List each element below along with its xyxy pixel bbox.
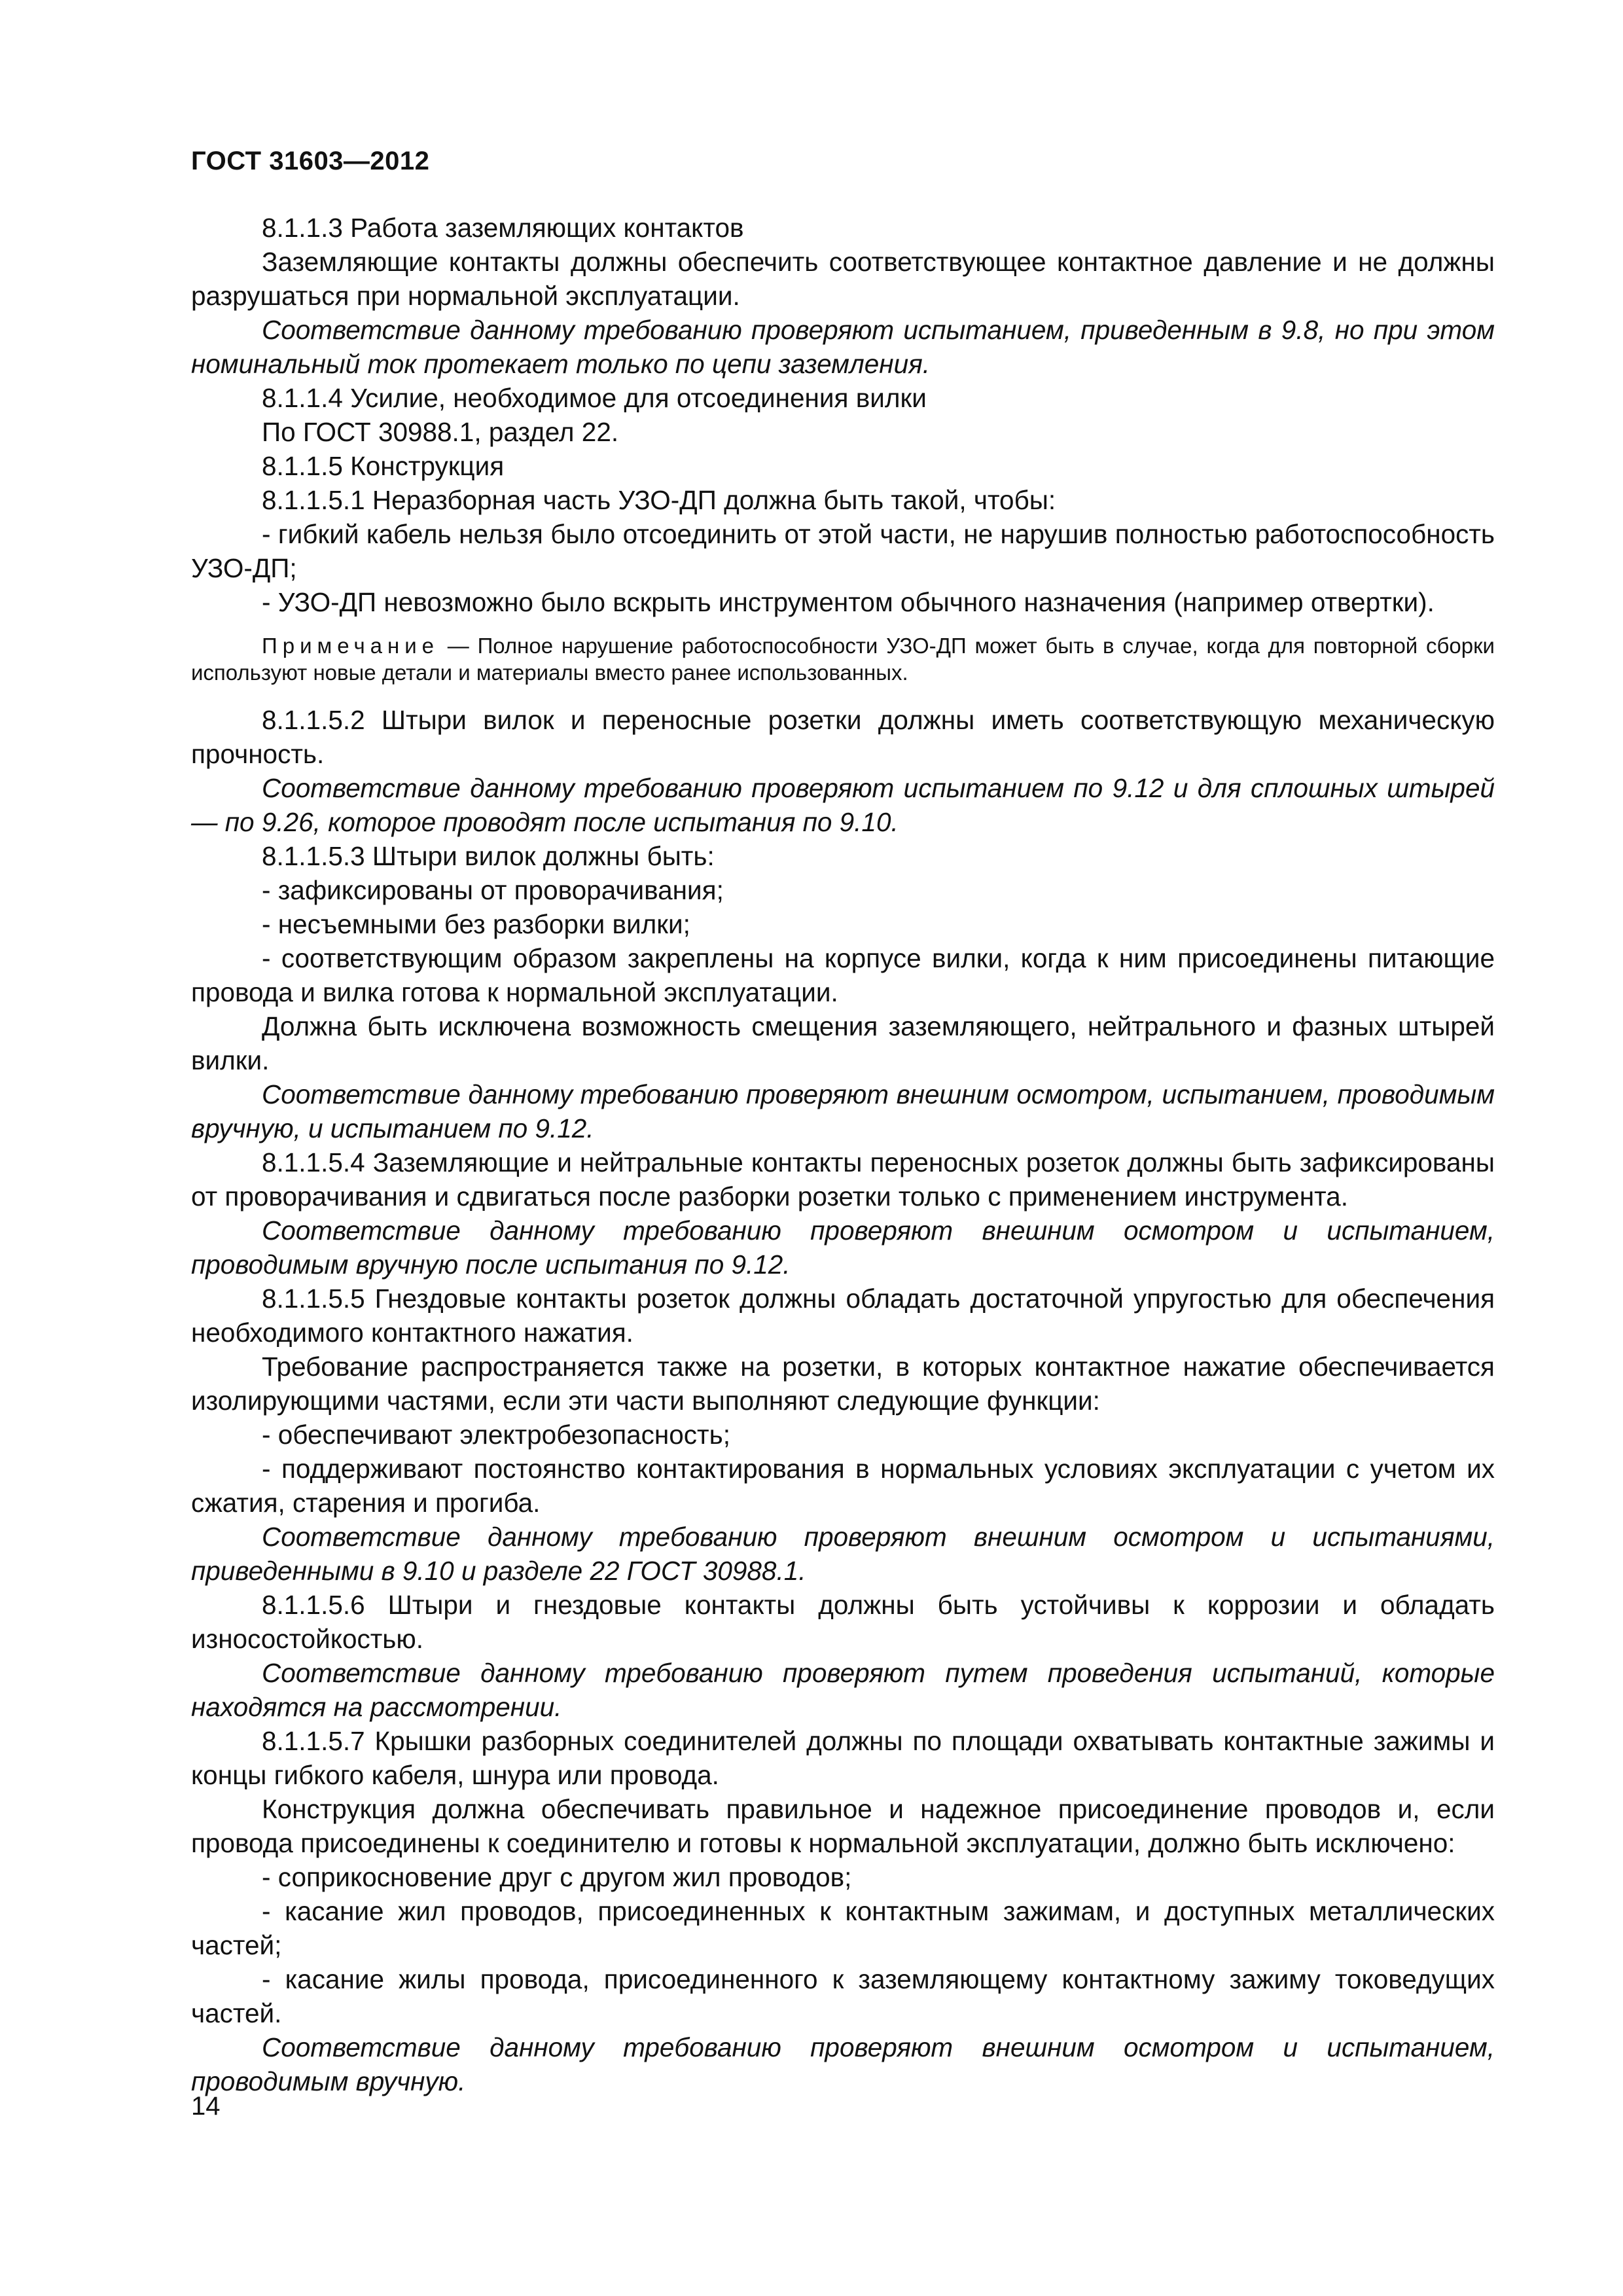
list-item: - УЗО-ДП невозможно было вскрыть инструментом обычного назначения (например отвертки). (262, 587, 1435, 617)
note (191, 632, 1495, 686)
note-text: — Полное нарушение работоспособности УЗО-ДП может быть в случае, когда для повторной сборки используют новые детали и материалы вместо ранее использованных. (191, 634, 1495, 685)
clause-8-1-1-5-6: 8.1.1.5.6 Штыри и гнездовые контакты должны быть устойчивы к коррозии и обладать износостойкостью. (191, 1590, 1495, 1654)
compliance-paragraph: Соответствие данному требованию проверяют внешним осмотром и испытанием, проводимым вручную после испытания по 9.12. (191, 1215, 1495, 1280)
clause-8-1-1-5-3: 8.1.1.5.3 Штыри вилок должны быть: (262, 841, 715, 871)
paragraph: Должна быть исключена возможность смещения заземляющего, нейтрального и фазных штырей вилки. (191, 1011, 1495, 1075)
compliance-paragraph: Соответствие данному требованию проверяют испытанием по 9.12 и для сплошных штырей — по 9.26, которое проводят после испытания по 9.10. (191, 773, 1495, 837)
clause-8-1-1-3: 8.1.1.3 Работа заземляющих контактов (262, 213, 744, 243)
compliance-paragraph: Соответствие данному требованию проверяют внешним осмотром и испытанием, проводимым вручную. (191, 2032, 1495, 2096)
paragraph: Требование распространяется также на розетки, в которых контактное нажатие обеспечивается изолирующими частями, если эти части выполняют следующие функции: (191, 1352, 1495, 1416)
list-item: - обеспечивают электробезопасность; (262, 1420, 730, 1450)
list-item: - соответствующим образом закреплены на корпусе вилки, когда к ним присоединены питающие провода и вилка готова к нормальной эксплуатации. (191, 943, 1495, 1007)
clause-8-1-1-5: 8.1.1.5 Конструкция (262, 451, 505, 481)
paragraph: Заземляющие контакты должны обеспечить соответствующее контактное давление и не должны разрушаться при нормальной эксплуатации. (191, 247, 1495, 311)
page-number: 14 (191, 2092, 221, 2121)
document-code: ГОСТ 31603—2012 (191, 147, 430, 175)
list-item: - касание жил проводов, присоединенных к контактным зажимам, и доступных металлических частей; (191, 1896, 1495, 1960)
list-item: - соприкосновение друг с другом жил проводов; (262, 1862, 852, 1892)
list-item: - гибкий кабель нельзя было отсоединить от этой части, не нарушив полностью работоспособность УЗО-ДП; (191, 519, 1495, 583)
compliance-paragraph: Соответствие данному требованию проверяют внешним осмотром, испытанием, проводимым вручную, и испытанием по 9.12. (191, 1079, 1495, 1143)
clause-8-1-1-5-2: 8.1.1.5.2 Штыри вилок и переносные розетки должны иметь соответствующую механическую прочность. (191, 705, 1495, 769)
list-item: - касание жилы провода, присоединенного к заземляющему контактному зажиму токоведущих частей. (191, 1964, 1495, 2028)
compliance-paragraph: Соответствие данному требованию проверяют путем проведения испытаний, которые находятся на рассмотрении. (191, 1658, 1495, 1722)
clause-8-1-1-5-7: 8.1.1.5.7 Крышки разборных соединителей должны по площади охватывать контактные зажимы и концы гибкого кабеля, шнура или провода. (191, 1726, 1495, 1790)
paragraph: Конструкция должна обеспечивать правильное и надежное присоединение проводов и, если провода присоединены к соединителю и готовы к нормальной эксплуатации, должно быть исключено: (191, 1794, 1495, 1858)
clause-8-1-1-5-4: 8.1.1.5.4 Заземляющие и нейтральные контакты переносных розеток должны быть зафиксированы от проворачивания и сдвигаться после разборки розетки только с применением инструмента. (191, 1147, 1495, 1211)
list-item: - несъемными без разборки вилки; (262, 909, 690, 939)
clause-8-1-1-5-5: 8.1.1.5.5 Гнездовые контакты розеток должны обладать достаточной упругостью для обеспечения необходимого контактного нажатия. (191, 1283, 1495, 1348)
list-item: - зафиксированы от проворачивания; (262, 875, 724, 905)
clause-8-1-1-5-1: 8.1.1.5.1 Неразборная часть УЗО-ДП должна быть такой, чтобы: (262, 485, 1056, 515)
compliance-paragraph: Соответствие данному требованию проверяют испытанием, приведенным в 9.8, но при этом номинальный ток протекает только по цепи заземления. (191, 315, 1495, 379)
note-label: Примечание (262, 634, 440, 658)
document-body (191, 211, 1495, 2098)
paragraph: По ГОСТ 30988.1, раздел 22. (262, 417, 619, 447)
compliance-paragraph: Соответствие данному требованию проверяют внешним осмотром и испытаниями, приведенными в 9.10 и разделе 22 ГОСТ 30988.1. (191, 1522, 1495, 1586)
clause-8-1-1-4: 8.1.1.4 Усилие, необходимое для отсоединения вилки (262, 383, 927, 413)
list-item: - поддерживают постоянство контактирования в нормальных условиях эксплуатации с учетом их сжатия, старения и прогиба. (191, 1454, 1495, 1518)
